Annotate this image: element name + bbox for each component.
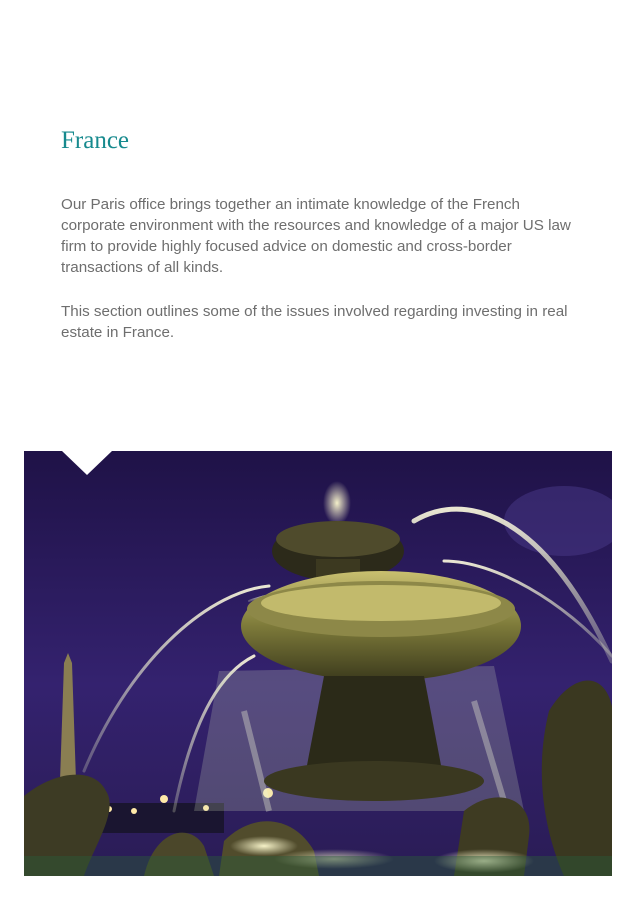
fountain-photo [24, 451, 612, 876]
page-title: France [61, 127, 130, 154]
section-summary-paragraph: This section outlines some of the issues involved regarding investing in real estate in France. [61, 303, 568, 341]
fountain-illustration [24, 451, 612, 876]
intro-paragraph: Our Paris office brings together an intimate knowledge of the French corporate environment with the resources and knowledge of a major US law firm to provide highly focused advice on domestic and cross-border transactions of all kinds. [61, 196, 571, 276]
